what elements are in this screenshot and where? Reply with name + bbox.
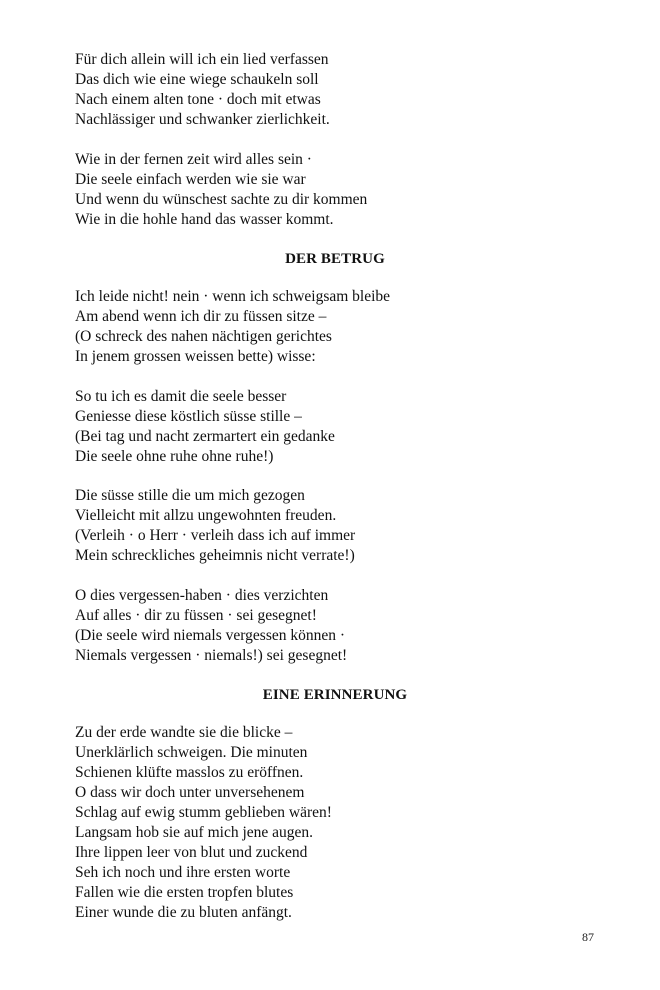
verse-line: In jenem grossen weissen bette) wisse: — [75, 348, 316, 365]
verse-line: So tu ich es damit die seele besser — [75, 387, 287, 405]
verse-line: Am abend wenn ich dir zu füssen sitze – — [75, 308, 327, 325]
poem-untitled — [75, 50, 595, 230]
verse-line: Ihre lippen leer von blut und zuckend — [75, 844, 308, 861]
stanza — [75, 723, 595, 923]
stanza — [75, 586, 595, 666]
verse-line: Schienen klüfte masslos zu eröffnen. — [75, 764, 304, 781]
poem-title: EINE ERINNERUNG — [262, 687, 408, 703]
verse-line: Einer wunde die zu bluten anfängt. — [75, 904, 292, 921]
poem-eine-erinnerung — [75, 685, 595, 923]
stanza — [75, 387, 595, 467]
verse-line: Zu der erde wandte sie die blicke – — [75, 724, 293, 741]
poem-title: DER BETRUG — [285, 251, 385, 267]
page-number: 87 — [582, 930, 594, 944]
verse-line: Auf alles · dir zu füssen · sei gesegnet! — [75, 606, 317, 624]
verse-line: Langsam hob sie auf mich jene augen. — [75, 824, 314, 841]
verse-line: Nachlässiger und schwanker zierlichkeit. — [75, 111, 330, 128]
verse-line: Fallen wie die ersten tropfen blutes — [75, 884, 294, 901]
verse-line: Seh ich noch und ihre ersten worte — [75, 864, 291, 881]
verse-line: Und wenn du wünschest sachte zu dir kommen — [75, 190, 368, 208]
verse-line: O dass wir doch unter unversehenem — [75, 784, 305, 801]
verse-line: Mein schreckliches geheimnis nicht verrate!) — [75, 547, 355, 564]
verse-line: Nach einem alten tone · doch mit etwas — [75, 91, 321, 108]
verse-line: Die seele ohne ruhe ohne ruhe!) — [75, 447, 274, 465]
poem-der-betrug — [75, 249, 595, 666]
stanza — [75, 50, 595, 130]
verse-line: Für dich allein will ich ein lied verfassen — [75, 51, 329, 68]
verse-line: Wie in der fernen zeit wird alles sein · — [75, 150, 312, 168]
verse-line: Die seele einfach werden wie sie war — [75, 170, 306, 188]
verse-line: (Bei tag und nacht zermartert ein gedanke — [75, 427, 335, 445]
verse-line: Ich leide nicht! nein · wenn ich schweigsam bleibe — [75, 288, 391, 305]
verse-line: Die süsse stille die um mich gezogen — [75, 487, 305, 504]
verse-line: Wie in die hohle hand das wasser kommt. — [75, 210, 334, 228]
verse-line: Schlag auf ewig stumm geblieben wären! — [75, 804, 332, 821]
poem-page — [75, 50, 595, 943]
verse-line: O dies vergessen-haben · dies verzichten — [75, 586, 329, 604]
verse-line: Geniesse diese köstlich süsse stille – — [75, 407, 302, 425]
verse-line: (O schreck des nahen nächtigen gerichtes — [75, 328, 332, 345]
stanza — [75, 486, 595, 566]
verse-line: Das dich wie eine wiege schaukeln soll — [75, 71, 319, 88]
stanza — [75, 287, 595, 367]
verse-line: (Die seele wird niemals vergessen können · — [75, 626, 346, 644]
verse-line: Unerklärlich schweigen. Die minuten — [75, 744, 308, 761]
verse-line: (Verleih · o Herr · verleih dass ich auf immer — [75, 527, 356, 544]
verse-line: Vielleicht mit allzu ungewohnten freuden. — [75, 507, 337, 524]
stanza — [75, 150, 595, 230]
verse-line: Niemals vergessen · niemals!) sei gesegnet! — [75, 646, 348, 664]
